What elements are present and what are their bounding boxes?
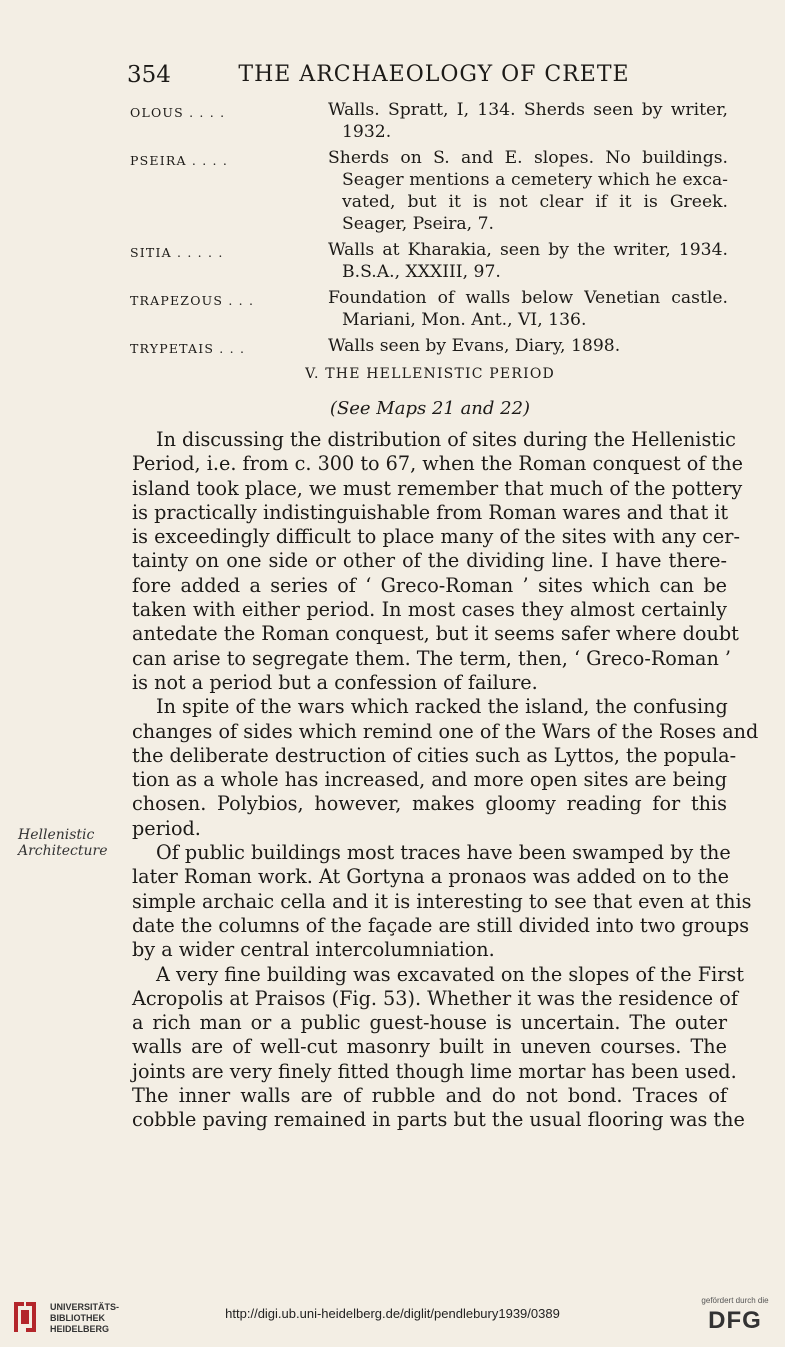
text-line: The inner walls are of rubble and do not bond. Traces of — [132, 1084, 727, 1108]
site-line: Mariani, Mon. Ant., VI, 136. — [342, 310, 587, 330]
dfg-logo[interactable] — [690, 1296, 780, 1342]
site-line: Seager, Pseira, 7. — [342, 214, 495, 234]
text-line: In discussing the distribution of sites during the Hellenistic — [156, 428, 736, 451]
site-entry — [130, 287, 730, 331]
site-entry — [130, 335, 730, 357]
running-title: THE ARCHAEOLOGY OF CRETE — [238, 62, 630, 87]
maps-reference: (See Maps 21 and 22) — [329, 398, 531, 419]
text-line: can arise to segregate them. The term, then, ‘ Greco-Roman ’ — [132, 646, 732, 670]
site-description — [328, 147, 728, 235]
text-line: by a wider central intercolumniation. — [132, 938, 495, 962]
section-heading: V. THE HELLENISTIC PERIOD — [305, 366, 555, 382]
site-line: Foundation of walls below Venetian castle. — [328, 288, 728, 308]
site-line: Walls. Spratt, I, 134. Sherds seen by writer, — [328, 100, 728, 120]
site-list — [130, 99, 730, 361]
site-description — [328, 99, 728, 143]
margin-note-line: Hellenistic — [18, 827, 95, 843]
site-description — [328, 239, 728, 283]
text-line: joints are very finely fitted though lime mortar has been used. — [132, 1059, 737, 1083]
site-line: Seager mentions a cemetery which he exca- — [342, 170, 728, 190]
text-line: is not a period but a confession of failure. — [132, 670, 538, 694]
text-line: fore added a series of ‘ Greco-Roman ’ sites which can be — [132, 573, 727, 597]
text-line: island took place, we must remember that much of the pottery — [132, 476, 743, 500]
site-line: vated, but it is not clear if it is Greek. — [342, 192, 728, 212]
library-name-line: BIBLIOTHEK — [50, 1313, 105, 1323]
site-line: 1932. — [342, 122, 392, 142]
source-url-link[interactable]: http://digi.ub.uni-heidelberg.de/diglit/pendlebury1939/0389 — [225, 1306, 560, 1321]
site-name: SITIA . . . . . — [130, 245, 224, 260]
text-line: is practically indistinguishable from Roman wares and that it — [132, 500, 729, 524]
text-line: tion as a whole has increased, and more open sites are being — [132, 768, 728, 792]
site-line: B.S.A., XXXIII, 97. — [342, 262, 501, 282]
site-entry — [130, 99, 730, 143]
site-name: TRYPETAIS . . . — [130, 341, 246, 356]
text-line: tainty on one side or other of the dividing line. I have there- — [132, 549, 727, 573]
library-name-line: HEIDELBERG — [50, 1324, 110, 1334]
text-line: cobble paving remained in parts but the usual flooring was the — [132, 1108, 745, 1132]
site-line: Walls at Kharakia, seen by the writer, 1934. — [328, 240, 728, 260]
text-line: A very fine building was excavated on the slopes of the First — [156, 962, 744, 986]
text-line: Acropolis at Praisos (Fig. 53). Whether it was the residence of — [132, 986, 738, 1010]
text-line: a rich man or a public guest-house is uncertain. The outer — [132, 1011, 727, 1035]
text-line: taken with either period. In most cases they almost certainly — [132, 598, 727, 622]
text-line: Period, i.e. from c. 300 to 67, when the Roman conquest of the — [132, 452, 743, 476]
site-name: TRAPEZOUS . . . — [130, 293, 255, 308]
margin-note — [18, 827, 108, 859]
body-text — [132, 428, 759, 1133]
page-number: 354 — [127, 62, 171, 88]
dfg-caption: gefördert durch die — [701, 1296, 769, 1305]
site-name: OLOUS . . . . — [130, 105, 226, 120]
text-line: the deliberate destruction of cities such as Lyttos, the popula- — [132, 743, 737, 767]
text-line: changes of sides which remind one of the Wars of the Roses and — [132, 719, 759, 743]
site-name: PSEIRA . . . . — [130, 153, 229, 168]
text-line: date the columns of the façade are still divided into two groups — [132, 913, 750, 937]
site-entry — [130, 147, 730, 235]
site-description — [328, 287, 728, 331]
text-line: later Roman work. At Gortyna a pronaos was added on to the — [132, 865, 729, 889]
text-line: chosen. Polybios, however, makes gloomy reading for this — [132, 792, 727, 816]
site-description — [328, 335, 728, 357]
text-line: walls are of well-cut masonry built in uneven courses. The — [132, 1035, 727, 1059]
site-line: Sherds on S. and E. slopes. No buildings. — [328, 148, 728, 168]
library-name-line: UNIVERSITÄTS- — [50, 1302, 120, 1312]
site-entry — [130, 239, 730, 283]
text-line: In spite of the wars which racked the island, the confusing — [156, 695, 728, 719]
site-line: Walls seen by Evans, Diary, 1898. — [328, 336, 621, 356]
text-line: simple archaic cella and it is interesting to see that even at this — [132, 889, 752, 913]
text-line: is exceedingly difficult to place many of the sites with any cer- — [132, 525, 740, 549]
page-header — [127, 62, 727, 92]
text-line: antedate the Roman conquest, but it seems safer where doubt — [132, 622, 739, 646]
dfg-wordmark: DFG — [708, 1307, 762, 1334]
text-line: period. — [132, 816, 201, 840]
margin-note-line: Architecture — [18, 843, 108, 859]
text-line: Of public buildings most traces have been swamped by the — [156, 841, 731, 865]
